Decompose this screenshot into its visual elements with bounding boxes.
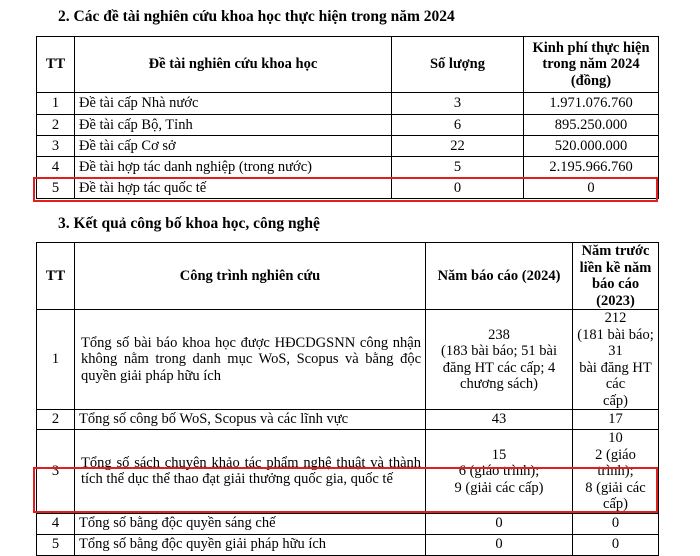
header-funding: Kinh phí thực hiện trong năm 2024 (đồng) (524, 37, 659, 93)
row-prev-year: 212 (181 bài báo; 31 bài đăng HT các cấp) (573, 310, 659, 410)
row-work: Tổng số công bố WoS, Scopus và các lĩnh vực (75, 410, 426, 430)
row-topic: Đề tài cấp Bộ, Tỉnh (75, 115, 392, 136)
row-tt: 2 (37, 410, 75, 430)
row-funding: 520.000.000 (524, 136, 659, 157)
row-work: Tổng số bằng độc quyền sáng chế (75, 513, 426, 534)
row-funding: 0 (524, 178, 659, 199)
row-tt: 1 (37, 93, 75, 115)
table-header-row (37, 37, 659, 93)
row-prev-year: 10 2 (giáo trình); 8 (giải các cấp) (573, 430, 659, 514)
header-report-year: Năm báo cáo (2024) (426, 243, 573, 310)
table-row-highlighted (37, 534, 659, 555)
row-topic: Đề tài cấp Nhà nước (75, 93, 392, 115)
row-report-year: 43 (426, 410, 573, 430)
table-row (37, 430, 659, 514)
section-3-title: 3. Kết quả công bố khoa học, công nghệ (58, 215, 320, 232)
row-report-year: 0 (426, 534, 573, 555)
row-topic: Đề tài hợp tác danh nghiệp (trong nước) (75, 157, 392, 178)
header-tt: TT (37, 243, 75, 310)
row-funding: 2.195.966.760 (524, 157, 659, 178)
section-2-title: 2. Các đề tài nghiên cứu khoa học thực hiện trong năm 2024 (58, 8, 455, 25)
header-tt: TT (37, 37, 75, 93)
row-tt: 2 (37, 115, 75, 136)
table-row (37, 93, 659, 115)
research-topics-table (36, 36, 659, 199)
row-tt: 3 (37, 430, 75, 514)
table-row-highlighted (37, 513, 659, 534)
row-tt: 4 (37, 513, 75, 534)
row-count: 3 (392, 93, 524, 115)
header-prev-year: Năm trước liền kề năm báo cáo (2023) (573, 243, 659, 310)
row-prev-year: 0 (573, 513, 659, 534)
row-tt: 5 (37, 534, 75, 555)
row-prev-year: 17 (573, 410, 659, 430)
publications-table (36, 242, 659, 556)
table-row (37, 410, 659, 430)
row-topic: Đề tài hợp tác quốc tế (75, 178, 392, 199)
table-row (37, 115, 659, 136)
row-tt: 5 (37, 178, 75, 199)
row-funding: 895.250.000 (524, 115, 659, 136)
row-prev-year: 0 (573, 534, 659, 555)
row-count: 6 (392, 115, 524, 136)
table-row (37, 310, 659, 410)
row-report-year: 0 (426, 513, 573, 534)
row-tt: 3 (37, 136, 75, 157)
table-row (37, 157, 659, 178)
row-work: Tổng số sách chuyên khảo tác phẩm nghệ thuật và thành tích thể dục thể thao đạt giải thưởng quốc gia, quốc tế (75, 430, 426, 514)
row-funding: 1.971.076.760 (524, 93, 659, 115)
row-report-year: 15 6 (giáo trình); 9 (giải các cấp) (426, 430, 573, 514)
row-count: 0 (392, 178, 524, 199)
header-work: Công trình nghiên cứu (75, 243, 426, 310)
row-count: 22 (392, 136, 524, 157)
row-topic: Đề tài cấp Cơ sở (75, 136, 392, 157)
table-row (37, 136, 659, 157)
row-report-year: 238 (183 bài báo; 51 bài đăng HT các cấp; 4 chương sách) (426, 310, 573, 410)
header-topic: Đề tài nghiên cứu khoa học (75, 37, 392, 93)
row-count: 5 (392, 157, 524, 178)
table-header-row (37, 243, 659, 310)
row-tt: 1 (37, 310, 75, 410)
row-work: Tổng số bằng độc quyền giải pháp hữu ích (75, 534, 426, 555)
row-work: Tổng số bài báo khoa học được HĐCDGSNN công nhận không nằm trong danh mục WoS, Scopus và bằng độc quyền giải pháp hữu ích (75, 310, 426, 410)
header-count: Số lượng (392, 37, 524, 93)
table-row-highlighted (37, 178, 659, 199)
row-tt: 4 (37, 157, 75, 178)
